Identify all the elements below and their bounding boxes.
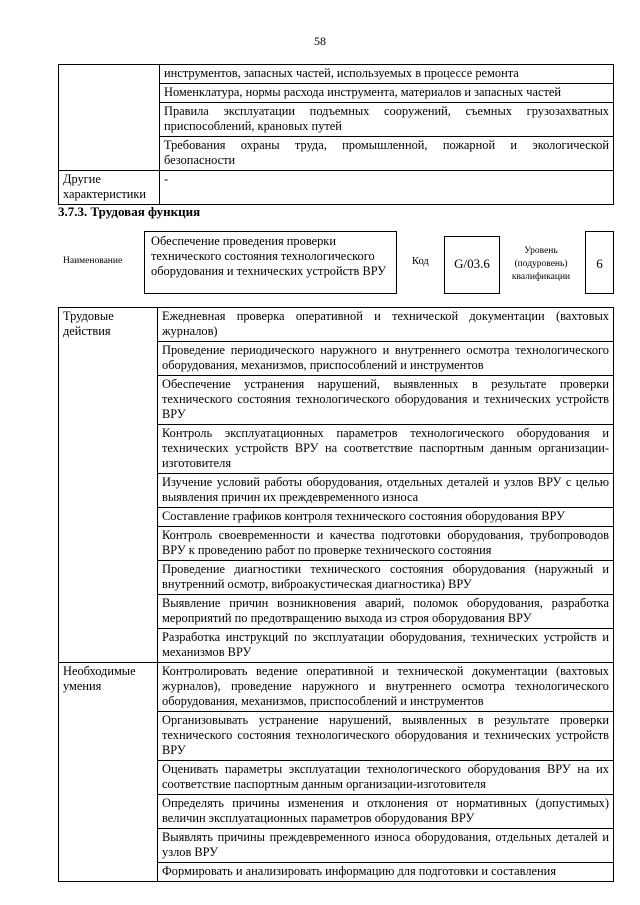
labor-action-item: Выявление причин возникновения аварий, поломок оборудования, разработка мероприятий по предотвращению выхода из строя оборудования ВРУ xyxy=(158,595,614,629)
labor-function-table xyxy=(58,307,614,882)
labor-action-item: Проведение периодического наружного и внутреннего осмотра технологического оборудования, механизмов, приспособлений и инструментов xyxy=(158,342,614,376)
previous-function-table xyxy=(58,64,614,205)
table-row xyxy=(59,171,614,205)
labor-action-item: Изучение условий работы оборудования, отдельных деталей и узлов ВРУ с целью выявления причин их преждевременного износа xyxy=(158,474,614,508)
skill-item: Оценивать параметры эксплуатации технологического оборудования ВРУ на их соответствие паспортным данным организации-изготовителя xyxy=(158,761,614,795)
qualification-level-value: 6 xyxy=(585,231,614,294)
labor-action-item: Ежедневная проверка оперативной и технической документации (вахтовых журналов) xyxy=(158,308,614,342)
labor-action-item: Контроль своевременности и качества подготовки оборудования, трубопроводов ВРУ к проведению работ по проверке технического состояния xyxy=(158,527,614,561)
other-characteristics-value: - xyxy=(160,171,614,205)
table-row xyxy=(59,65,614,84)
other-characteristics-label: Другие характеристики xyxy=(59,171,160,205)
labor-action-item: Контроль эксплуатационных параметров технологического оборудования и технических устройств ВРУ на соответствие паспортным данным организации-изготовителя xyxy=(158,425,614,474)
name-label: Наименование xyxy=(63,256,123,266)
code-label: Код xyxy=(412,256,429,267)
labor-action-item: Проведение диагностики технического состояния оборудования (наружный и внутренний осмотр, виброакустическая диагностика) ВРУ xyxy=(158,561,614,595)
function-name-box: Обеспечение проведения проверки технического состояния технологического оборудования и технических устройств ВРУ xyxy=(144,231,397,294)
labor-action-item: Составление графиков контроля технического состояния оборудования ВРУ xyxy=(158,508,614,527)
skill-item: Формировать и анализировать информацию для подготовки и составления xyxy=(158,863,614,882)
skill-item: Выявлять причины преждевременного износа оборудования, отдельных деталей и узлов ВРУ xyxy=(158,829,614,863)
table-cell: Требования охраны труда, промышленной, пожарной и экологической безопасности xyxy=(160,137,614,171)
skill-item: Определять причины изменения и отклонения от нормативных (допустимых) величин эксплуатационных параметров оборудования ВРУ xyxy=(158,795,614,829)
table-row xyxy=(59,663,614,712)
table-cell: Номенклатура, нормы расхода инструмента, материалов и запасных частей xyxy=(160,84,614,103)
table-row xyxy=(59,308,614,342)
skill-item: Организовывать устранение нарушений, выявленных в результате проверки технического состояния технологического оборудования и технических устройств ВРУ xyxy=(158,712,614,761)
table-cell: Правила эксплуатации подъемных сооружений, съемных грузозахватных приспособлений, крановых путей xyxy=(160,103,614,137)
page-number: 58 xyxy=(314,34,326,48)
labor-action-item: Разработка инструкций по эксплуатации оборудования, технических устройств и механизмов ВРУ xyxy=(158,629,614,663)
skill-item: Контролировать ведение оперативной и технической документации (вахтовых журналов), проведение наружного и внутреннего осмотра технологического оборудования, механизмов, приспособлений и инструментов xyxy=(158,663,614,712)
code-value-box: G/03.6 xyxy=(444,236,500,294)
labor-actions-label: Трудовые действия xyxy=(59,308,158,663)
section-title: 3.7.3. Трудовая функция xyxy=(58,204,201,219)
skills-label: Необходимые умения xyxy=(59,663,158,882)
qualification-level-label: Уровень (подуровень) квалификации xyxy=(511,246,571,282)
labor-action-item: Обеспечение устранения нарушений, выявленных в результате проверки технического состояния технологического оборудования и технических устройств ВРУ xyxy=(158,376,614,425)
table-cell: инструментов, запасных частей, используемых в процессе ремонта xyxy=(160,65,614,84)
empty-label-cell xyxy=(59,65,160,171)
